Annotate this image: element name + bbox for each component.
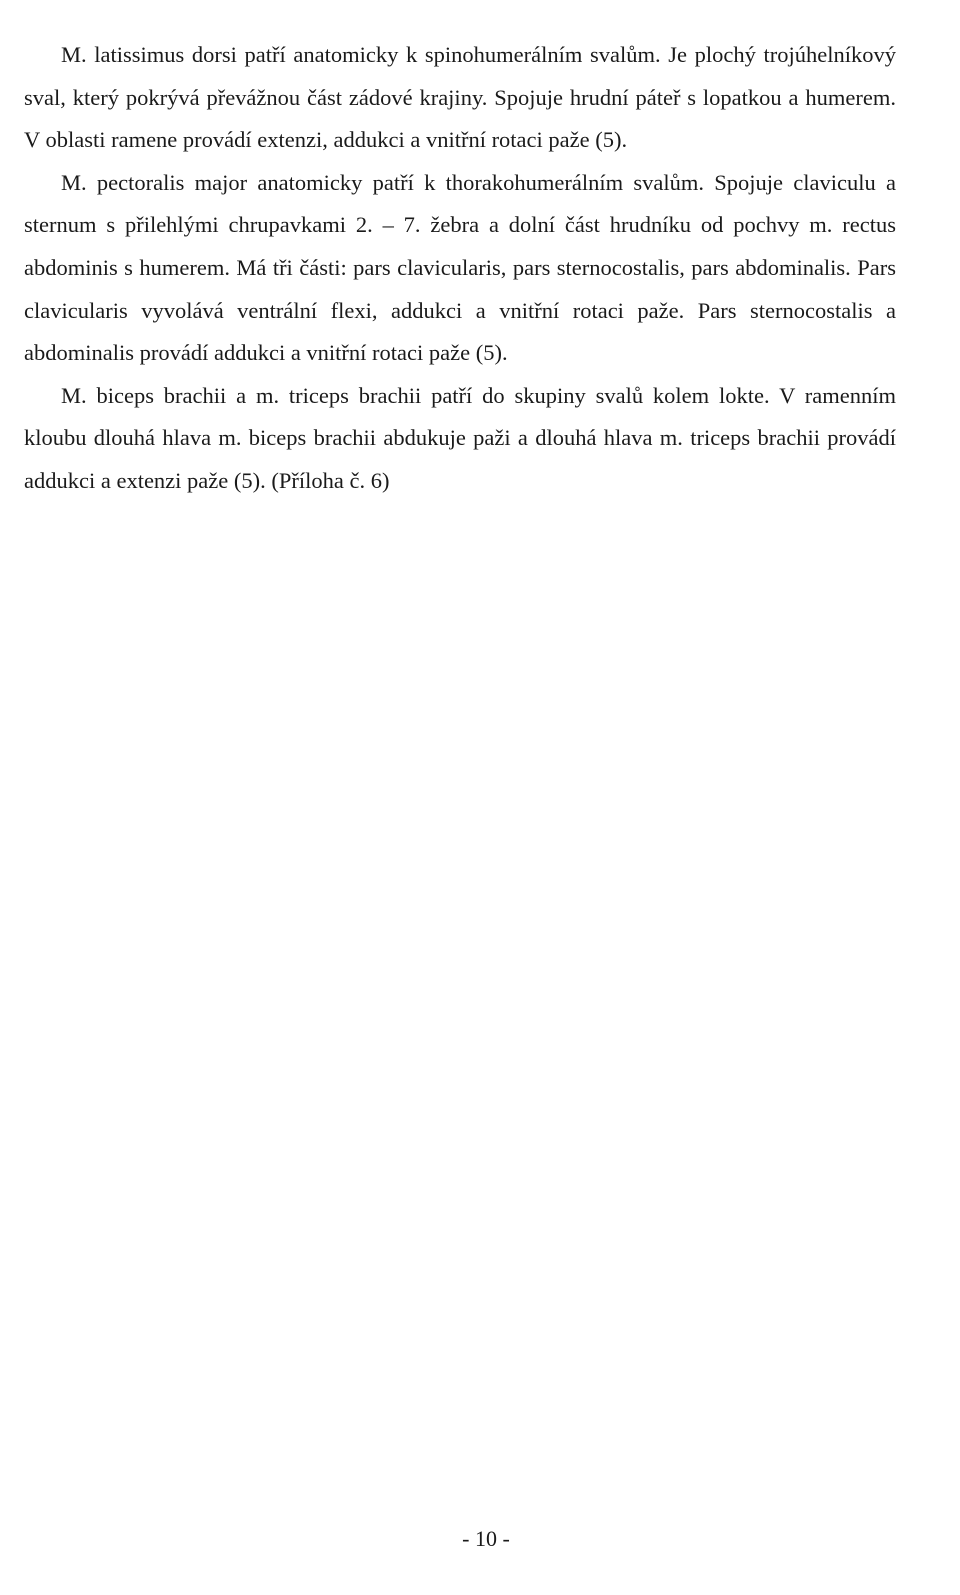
paragraph-pectoralis-major: M. pectoralis major anatomicky patří k thorakohumerálním svalům. Spojuje claviculu a sternum s přilehlými chrupavkami 2. – 7. žebra a dolní část hrudníku od pochvy m. rectus abdominis s humerem. Má tři části: pars clavicularis, pars sternocostalis, pars abdominalis. Pars clavicularis vyvolává ventrální flexi, addukci a vnitřní rotaci paže. Pars sternocostalis a abdominalis provádí addukci a vnitřní rotaci paže (5). — [24, 169, 896, 366]
page-number: - 10 - — [462, 1526, 510, 1551]
page-body — [24, 34, 896, 503]
paragraph-latissimus-dorsi: M. latissimus dorsi patří anatomicky k spinohumerálním svalům. Je plochý trojúhelníkový sval, který pokrývá převážnou část zádové krajiny. Spojuje hrudní páteř s lopatkou a humerem. V oblasti ramene provádí extenzi, addukci a vnitřní rotaci paže (5). — [24, 42, 896, 153]
paragraph-biceps-triceps: M. biceps brachii a m. triceps brachii patří do skupiny svalů kolem lokte. V ramenním kloubu dlouhá hlava m. biceps brachii abdukuje paži a dlouhá hlava m. triceps brachii provádí addukci a extenzi paže (5). (Příloha č. 6) — [24, 382, 896, 493]
